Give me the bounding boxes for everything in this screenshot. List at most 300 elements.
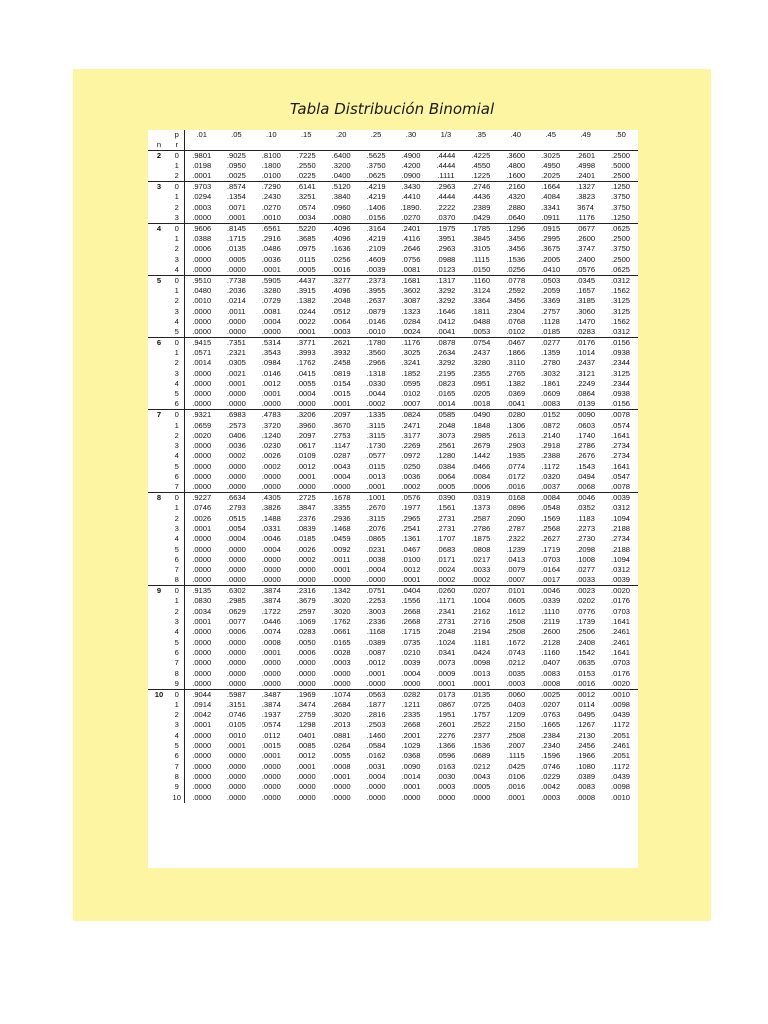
probability-cell: .1470 [576, 316, 596, 326]
probability-cell: .0283 [296, 627, 316, 637]
probability-cell: .0000 [192, 668, 212, 678]
probability-cell: .0938 [611, 348, 631, 358]
probability-cell: .1641 [611, 430, 631, 440]
probability-cell: .0030 [436, 771, 456, 781]
probability-cell: .0002 [261, 461, 281, 471]
probability-cell: .0000 [192, 792, 212, 802]
probability-cell: .0584 [366, 741, 386, 751]
probability-cell: .0746 [192, 503, 212, 513]
probability-cell: .2437 [576, 358, 596, 368]
table-row [148, 161, 638, 171]
r-value: 10 [170, 792, 184, 802]
probability-cell: .1664 [533, 182, 568, 193]
r-value: 6 [170, 472, 184, 482]
probability-cell: .3915 [296, 285, 316, 295]
probability-cell: .3241 [401, 358, 421, 368]
n-value [148, 503, 170, 513]
probability-cell: .0677 [568, 223, 603, 234]
n-value [148, 254, 170, 264]
probability-cell: .2965 [401, 513, 421, 523]
probability-cell: .0000 [192, 482, 212, 492]
probability-cell: .5987 [219, 689, 254, 700]
probability-cell: .1172 [541, 461, 560, 471]
probability-cell: .0640 [506, 212, 526, 222]
probability-cell: .2195 [436, 368, 456, 378]
probability-cell: .2916 [261, 234, 281, 244]
probability-cell: .1094 [611, 513, 631, 523]
probability-cell: .3951 [436, 234, 456, 244]
probability-cell: .0001 [261, 647, 281, 657]
probability-cell: .9044 [184, 689, 219, 700]
probability-cell: .3993 [296, 348, 316, 358]
probability-cell: .0617 [296, 441, 316, 451]
probability-cell: .3020 [331, 606, 351, 616]
r-value: 2 [170, 244, 184, 254]
probability-cell: .2344 [611, 379, 631, 388]
n-value: 3 [148, 182, 170, 193]
probability-cell: .0000 [261, 771, 281, 781]
probability-cell: .0000 [226, 565, 246, 575]
probability-cell: .0006 [192, 244, 212, 254]
table-row [148, 234, 638, 244]
probability-cell: .1442 [471, 451, 491, 461]
probability-cell: .0000 [366, 782, 386, 792]
probability-cell: .0547 [611, 472, 631, 482]
probability-cell: .1877 [366, 699, 386, 709]
probability-cell: .2389 [471, 202, 491, 212]
probability-cell: .0000 [296, 658, 316, 668]
r-value: 7 [170, 482, 184, 493]
probability-cell: .1460 [366, 730, 386, 740]
probability-cell: .4219 [359, 182, 394, 193]
probability-cell: .0025 [226, 171, 246, 181]
probability-cell: .0012 [261, 379, 281, 388]
probability-cell: .0000 [192, 637, 212, 647]
probability-cell: .3750 [611, 244, 631, 254]
probability-cell: .1975 [428, 223, 463, 234]
probability-cell: .0004 [331, 472, 351, 482]
n-value [148, 389, 170, 399]
r-label: r [170, 140, 184, 151]
probability-cell: .3602 [401, 285, 421, 295]
probability-cell: .1730 [366, 441, 386, 451]
probability-cell: .3073 [436, 430, 456, 440]
probability-cell: .1722 [261, 606, 281, 616]
n-value [148, 369, 170, 379]
probability-cell: .0011 [227, 306, 246, 316]
probability-cell: .0018 [471, 399, 491, 409]
probability-cell: .0001 [436, 678, 456, 688]
r-value: 5 [170, 638, 184, 648]
probability-cell: .0911 [541, 212, 560, 222]
probability-cell: .2903 [506, 441, 526, 451]
probability-cell: .0000 [226, 658, 246, 668]
probability-cell: .0467 [498, 337, 533, 348]
probability-cell: .0115 [297, 254, 316, 264]
n-value [148, 317, 170, 327]
table-row [148, 451, 638, 461]
probability-cell: .2684 [331, 699, 351, 709]
probability-cell: .0305 [226, 358, 246, 368]
probability-cell: .2765 [506, 368, 526, 378]
probability-cell: .2730 [576, 534, 596, 544]
n-value [148, 451, 170, 461]
probability-cell: .0230 [261, 441, 281, 451]
table-row [148, 327, 638, 338]
probability-cell: .0778 [498, 275, 533, 286]
probability-cell: .9606 [184, 223, 219, 234]
probability-cell: .0163 [436, 761, 456, 771]
probability-cell: .0092 [331, 544, 351, 554]
probability-cell: .0000 [261, 399, 281, 409]
probability-cell: .0256 [506, 264, 526, 274]
probability-cell: .0000 [226, 482, 246, 492]
probability-cell: .0026 [192, 513, 212, 523]
probability-cell: .0872 [541, 420, 561, 430]
r-value: 2 [170, 607, 184, 617]
probability-cell: .0000 [261, 575, 281, 585]
probability-cell: .9321 [184, 410, 219, 421]
probability-cell: .0446 [261, 617, 281, 627]
probability-cell: .3003 [366, 606, 386, 616]
probability-cell: .0603 [576, 420, 596, 430]
n-value [148, 161, 170, 171]
probability-cell: .1171 [436, 596, 456, 606]
probability-cell: .0896 [506, 503, 526, 513]
probability-cell: .0403 [506, 699, 526, 709]
table-row [148, 441, 638, 451]
probability-cell: .1757 [471, 710, 491, 720]
probability-cell: .0515 [226, 513, 246, 523]
probability-cell: .0763 [541, 710, 561, 720]
probability-cell: .0115 [366, 461, 386, 471]
probability-cell: .2109 [366, 244, 386, 254]
table-row [148, 792, 638, 802]
probability-cell: .0008 [541, 678, 561, 688]
n-value [148, 792, 170, 802]
probability-cell: .3200 [331, 161, 351, 171]
r-value: 2 [170, 431, 184, 441]
probability-cell: .0000 [192, 658, 212, 668]
probability-cell: .1641 [611, 617, 631, 627]
p-value-header: .25 [370, 130, 382, 139]
probability-cell: .2716 [471, 617, 491, 627]
p-value-header: 1/3 [440, 130, 452, 139]
table-row [148, 782, 638, 792]
probability-cell: .0005 [226, 254, 246, 264]
n-value: 2 [148, 151, 170, 162]
probability-cell: .4444 [436, 161, 456, 171]
r-value: 6 [170, 648, 184, 658]
n-value [148, 731, 170, 741]
probability-cell: .0900 [401, 171, 421, 181]
probability-cell: .0007 [506, 575, 526, 585]
probability-cell: .0020 [192, 430, 212, 440]
probability-cell: .0000 [192, 326, 212, 336]
probability-cell: .0404 [394, 586, 429, 597]
probability-cell: .2780 [541, 358, 561, 368]
n-value: 6 [148, 337, 170, 348]
r-value: 2 [170, 514, 184, 524]
probability-cell: .2627 [541, 534, 561, 544]
table-row [148, 772, 638, 782]
r-value: 8 [170, 668, 184, 678]
probability-cell: .0008 [261, 637, 281, 647]
probability-cell: .0400 [331, 171, 351, 181]
probability-cell: .1488 [261, 513, 281, 523]
probability-cell: .1172 [611, 761, 630, 771]
n-value [148, 534, 170, 544]
probability-cell: .0054 [226, 523, 246, 533]
probability-cell: .2013 [331, 720, 351, 730]
r-value: 9 [170, 679, 184, 690]
probability-cell: .4096 [324, 223, 359, 234]
probability-cell: .2276 [436, 730, 456, 740]
table-row [148, 275, 638, 286]
probability-cell: .2269 [401, 441, 421, 451]
probability-cell: .0102 [401, 389, 421, 399]
table-row [148, 555, 638, 565]
probability-cell: .0490 [463, 410, 498, 421]
p-value-header: .10 [266, 130, 277, 139]
probability-cell: .2573 [226, 420, 246, 430]
table-row [148, 379, 638, 389]
probability-cell: .0270 [401, 212, 421, 222]
probability-cell: .0277 [576, 565, 596, 575]
probability-cell: .0042 [192, 710, 212, 720]
probability-cell: .0000 [192, 451, 212, 461]
probability-cell: .0000 [192, 441, 212, 451]
probability-cell: .4305 [254, 493, 289, 504]
probability-cell: .0014 [401, 771, 421, 781]
probability-cell: .1240 [261, 430, 281, 440]
probability-cell: .3115 [366, 430, 386, 440]
r-value: 0 [170, 275, 184, 286]
probability-cell: .0609 [541, 389, 561, 399]
probability-cell: .7351 [219, 337, 254, 348]
probability-cell: .0041 [506, 399, 526, 409]
probability-cell: .0020 [611, 678, 631, 688]
probability-cell: .0010 [603, 689, 638, 700]
probability-cell: .0000 [192, 730, 212, 740]
probability-cell: .0345 [568, 275, 603, 286]
probability-cell: .0000 [192, 264, 212, 274]
probability-cell: .0000 [192, 761, 212, 771]
header-row-p [148, 130, 638, 140]
probability-cell: .2676 [576, 451, 596, 461]
table-row [148, 254, 638, 264]
probability-cell: .5625 [359, 151, 394, 162]
probability-cell: .2160 [498, 182, 533, 193]
probability-cell: .3341 [541, 202, 561, 212]
probability-cell: .2816 [366, 710, 386, 720]
probability-cell: .1641 [611, 647, 631, 657]
probability-cell: .0743 [506, 647, 526, 657]
probability-cell: .2753 [331, 430, 351, 440]
probability-cell: .0683 [436, 544, 456, 554]
probability-cell: .0003 [506, 678, 526, 688]
probability-cell: .1715 [401, 627, 421, 637]
n-value [148, 296, 170, 306]
probability-cell: .0005 [296, 264, 316, 274]
probability-cell: .0605 [506, 596, 526, 606]
probability-cell: .4444 [428, 151, 463, 162]
probability-cell: .0036 [401, 472, 421, 482]
probability-cell: .0000 [296, 482, 316, 492]
probability-cell: .1657 [576, 285, 596, 295]
probability-cell: .1536 [506, 254, 526, 264]
probability-cell: .3125 [611, 296, 631, 306]
probability-cell: .2995 [541, 234, 561, 244]
probability-cell: .1596 [541, 751, 561, 761]
table-row [148, 514, 638, 524]
probability-cell: .2373 [359, 275, 394, 286]
probability-cell: .3874 [261, 699, 281, 709]
probability-cell: .2322 [506, 534, 526, 544]
probability-cell: .0114 [576, 699, 595, 709]
probability-cell: .2344 [611, 358, 631, 368]
probability-cell: .2587 [471, 513, 491, 523]
probability-cell: .0139 [576, 399, 596, 409]
table-row [148, 223, 638, 234]
probability-cell: .0000 [261, 482, 281, 492]
probability-cell: .2341 [436, 606, 456, 616]
probability-cell: .0915 [533, 223, 568, 234]
n-value [148, 710, 170, 720]
probability-cell: .0577 [366, 451, 386, 461]
probability-cell: .0571 [192, 348, 212, 358]
probability-cell: .0039 [611, 575, 631, 585]
probability-cell: .0725 [471, 699, 491, 709]
probability-cell: .3932 [331, 348, 351, 358]
probability-cell: .0312 [603, 275, 638, 286]
probability-cell: .0000 [226, 575, 246, 585]
probability-cell: .0100 [401, 554, 421, 564]
probability-cell: .1966 [576, 751, 596, 761]
probability-cell: .0000 [192, 627, 212, 637]
probability-cell: .0503 [533, 275, 568, 286]
probability-cell: .3670 [331, 420, 351, 430]
probability-cell: .0000 [192, 544, 212, 554]
n-value [148, 286, 170, 296]
probability-cell: .0000 [192, 389, 212, 399]
probability-cell: .0881 [331, 730, 351, 740]
r-value: 8 [170, 575, 184, 586]
probability-cell: .1852 [401, 368, 421, 378]
probability-cell: .1715 [226, 234, 246, 244]
table-row [148, 710, 638, 720]
probability-cell: .0751 [359, 586, 394, 597]
probability-cell: .1327 [568, 182, 603, 193]
probability-cell: .0001 [471, 678, 491, 688]
probability-cell: .0282 [394, 689, 429, 700]
probability-cell: .2355 [471, 368, 491, 378]
probability-cell: .0198 [192, 161, 212, 171]
probability-cell: .2188 [611, 544, 631, 554]
table-row [148, 213, 638, 224]
n-value [148, 265, 170, 276]
table-row [148, 617, 638, 627]
probability-cell: .3679 [296, 596, 316, 606]
probability-cell: .1176 [576, 212, 595, 222]
r-value: 3 [170, 441, 184, 451]
probability-cell: .1160 [541, 647, 560, 657]
probability-cell: .1069 [296, 617, 316, 627]
probability-cell: .0004 [226, 534, 246, 544]
probability-cell: .1361 [401, 534, 421, 544]
r-value: 6 [170, 555, 184, 565]
probability-cell: .6561 [254, 223, 289, 234]
n-value [148, 596, 170, 606]
probability-cell: .1342 [324, 586, 359, 597]
probability-cell: .9510 [184, 275, 219, 286]
probability-cell: .0001 [296, 326, 316, 336]
probability-cell: .0950 [226, 161, 246, 171]
r-value: 6 [170, 399, 184, 410]
probability-cell: .8100 [254, 151, 289, 162]
probability-cell: .0153 [576, 668, 596, 678]
probability-cell: .2076 [366, 523, 386, 533]
probability-cell: .0596 [436, 751, 456, 761]
probability-cell: .1128 [541, 316, 560, 326]
table-row [148, 565, 638, 575]
probability-cell: .4096 [331, 234, 351, 244]
probability-cell: .0389 [366, 637, 386, 647]
probability-cell: .0004 [366, 771, 386, 781]
n-value [148, 472, 170, 482]
probability-cell: .3280 [471, 358, 491, 368]
probability-cell: .2461 [611, 627, 631, 637]
probability-cell: .0000 [296, 782, 316, 792]
header-spacer [184, 140, 638, 151]
probability-cell: .2597 [296, 606, 316, 616]
probability-cell: .0085 [296, 741, 316, 751]
probability-cell: .0413 [506, 554, 526, 564]
n-value [148, 514, 170, 524]
probability-cell: .0020 [603, 586, 638, 597]
r-value: 2 [170, 358, 184, 368]
r-value: 5 [170, 327, 184, 338]
probability-cell: .0207 [541, 699, 561, 709]
probability-cell: .0703 [611, 658, 631, 668]
probability-cell: .0046 [533, 586, 568, 597]
header-row-nr [148, 140, 638, 151]
probability-cell: .0341 [436, 647, 456, 657]
probability-cell: .1359 [541, 348, 561, 358]
probability-cell: .0010 [226, 730, 246, 740]
n-value [148, 679, 170, 690]
probability-cell: .9801 [184, 151, 219, 162]
probability-cell: .2568 [541, 523, 561, 533]
probability-cell: .3124 [471, 285, 491, 295]
table-row [148, 741, 638, 751]
probability-cell: .2725 [289, 493, 324, 504]
probability-cell: .0135 [463, 689, 498, 700]
n-value [148, 244, 170, 254]
probability-cell: .0074 [261, 627, 281, 637]
probability-cell: .3874 [254, 586, 289, 597]
probability-cell: .0225 [296, 171, 316, 181]
probability-cell: .4116 [401, 234, 421, 244]
probability-cell: .0212 [506, 658, 526, 668]
table-row [148, 389, 638, 399]
n-value [148, 462, 170, 472]
probability-cell: .3087 [401, 296, 421, 306]
probability-cell: .0039 [401, 658, 421, 668]
probability-cell: .0036 [261, 254, 281, 264]
probability-cell: .0312 [611, 326, 631, 336]
probability-cell: .0087 [366, 647, 386, 657]
